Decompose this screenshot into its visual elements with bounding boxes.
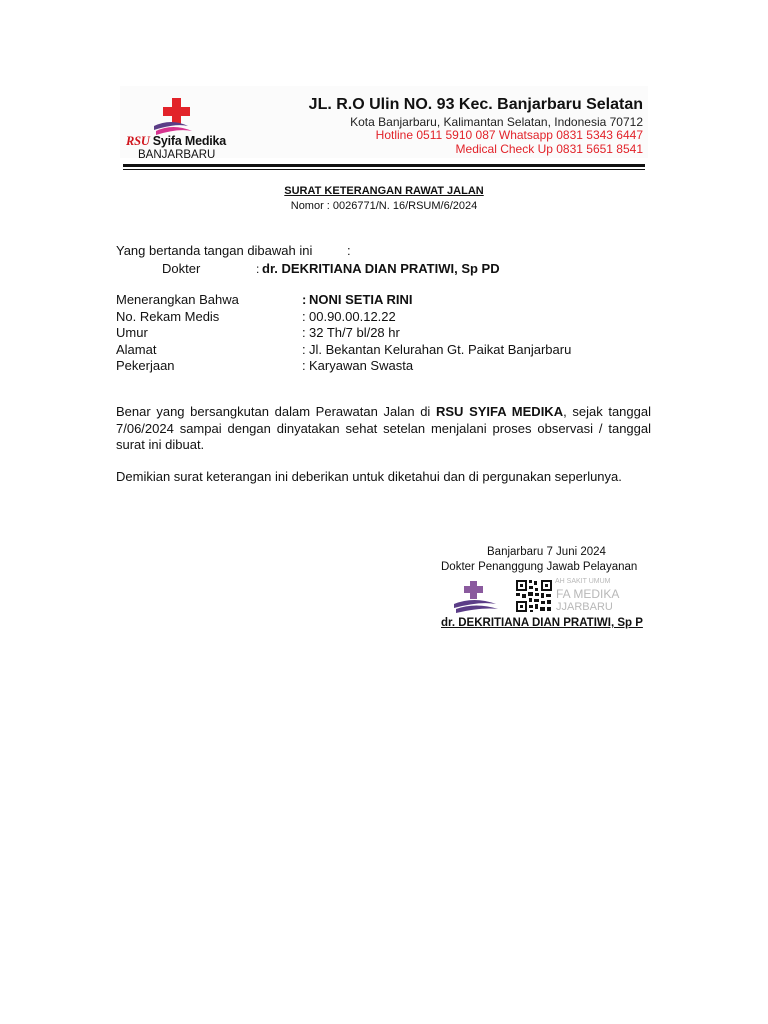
red-cross-icon <box>126 96 206 138</box>
medical-record-label: No. Rekam Medis <box>116 309 220 324</box>
hospital-logo <box>126 96 236 162</box>
statement-hospital: RSU SYIFA MEDIKA <box>435 404 564 419</box>
statement-text-a: Benar yang bersangkutan dalam Perawatan Jalan di <box>116 404 436 419</box>
document-title: SURAT KETERANGAN RAWAT JALAN <box>284 185 484 197</box>
stamp-logo-icon <box>452 580 500 614</box>
signature-name: dr. DEKRITIANA DIAN PRATIWI, Sp P <box>441 617 643 629</box>
header-address: JL. R.O Ulin NO. 93 Kec. Banjarbaru Selatan <box>308 96 643 113</box>
header-medical-checkup: Medical Check Up 0831 5651 8541 <box>455 142 643 156</box>
age-value: 32 Th/7 bl/28 hr <box>309 325 400 340</box>
medical-record-colon: : <box>302 309 306 324</box>
logo-city: BANJARBARU <box>138 149 216 161</box>
address-label: Alamat <box>116 342 157 357</box>
signature-place-date: Banjarbaru 7 Juni 2024 <box>487 546 606 558</box>
stamp-text-line3: JJARBARU <box>556 601 613 613</box>
signer-intro: Yang bertanda tangan dibawah ini <box>116 243 313 258</box>
closing-paragraph: Demikian surat keterangan ini deberikan untuk diketahui dan di pergunakan seperlunya. <box>116 469 622 484</box>
patient-label: Menerangkan Bahwa <box>116 292 239 307</box>
occupation-colon: : <box>302 358 306 373</box>
logo-name: Syifa Medika <box>152 134 227 148</box>
address-value: Jl. Bekantan Kelurahan Gt. Paikat Banjarbaru <box>309 342 572 357</box>
age-label: Umur <box>116 325 148 340</box>
statement-text-b: , sejak tanggal 7/06/2024 sampai dengan dinyatakan sehat setelan menjalani proses observasi / tanggal surat ini dibuat. <box>116 404 651 452</box>
signer-intro-colon: : <box>347 243 351 258</box>
header-rule-thin <box>123 169 645 170</box>
occupation-label: Pekerjaan <box>116 358 175 373</box>
signer-colon: : <box>256 262 260 276</box>
patient-name: NONI SETIA RINI <box>309 292 413 307</box>
occupation-value: Karyawan Swasta <box>309 358 414 373</box>
address-colon: : <box>302 342 306 357</box>
logo-rsu: RSU <box>126 134 150 148</box>
age-colon: : <box>302 325 306 340</box>
signer-label: Dokter <box>162 261 201 276</box>
signer-name: dr. DEKRITIANA DIAN PRATIWI, Sp PD <box>262 261 500 276</box>
stamp-text-line2: FA MEDIKA <box>556 587 620 601</box>
document-number: Nomor : 0026771/N. 16/RSUM/6/2024 <box>290 200 478 212</box>
header-rule-thick <box>123 164 645 167</box>
patient-colon: : <box>302 292 307 307</box>
header-hotline: Hotline 0511 5910 087 Whatsapp 0831 5343 6447 <box>375 128 643 142</box>
qr-code-icon <box>515 579 553 613</box>
medical-record-value: 00.90.00.12.22 <box>309 309 396 324</box>
signature-role: Dokter Penanggung Jawab Pelayanan <box>441 561 638 573</box>
header-city: Kota Banjarbaru, Kalimantan Selatan, Indonesia 70712 <box>350 115 643 129</box>
logo-text <box>126 134 226 149</box>
statement-paragraph <box>116 404 651 454</box>
stamp-text-line1: AH SAKIT UMUM <box>555 578 611 585</box>
